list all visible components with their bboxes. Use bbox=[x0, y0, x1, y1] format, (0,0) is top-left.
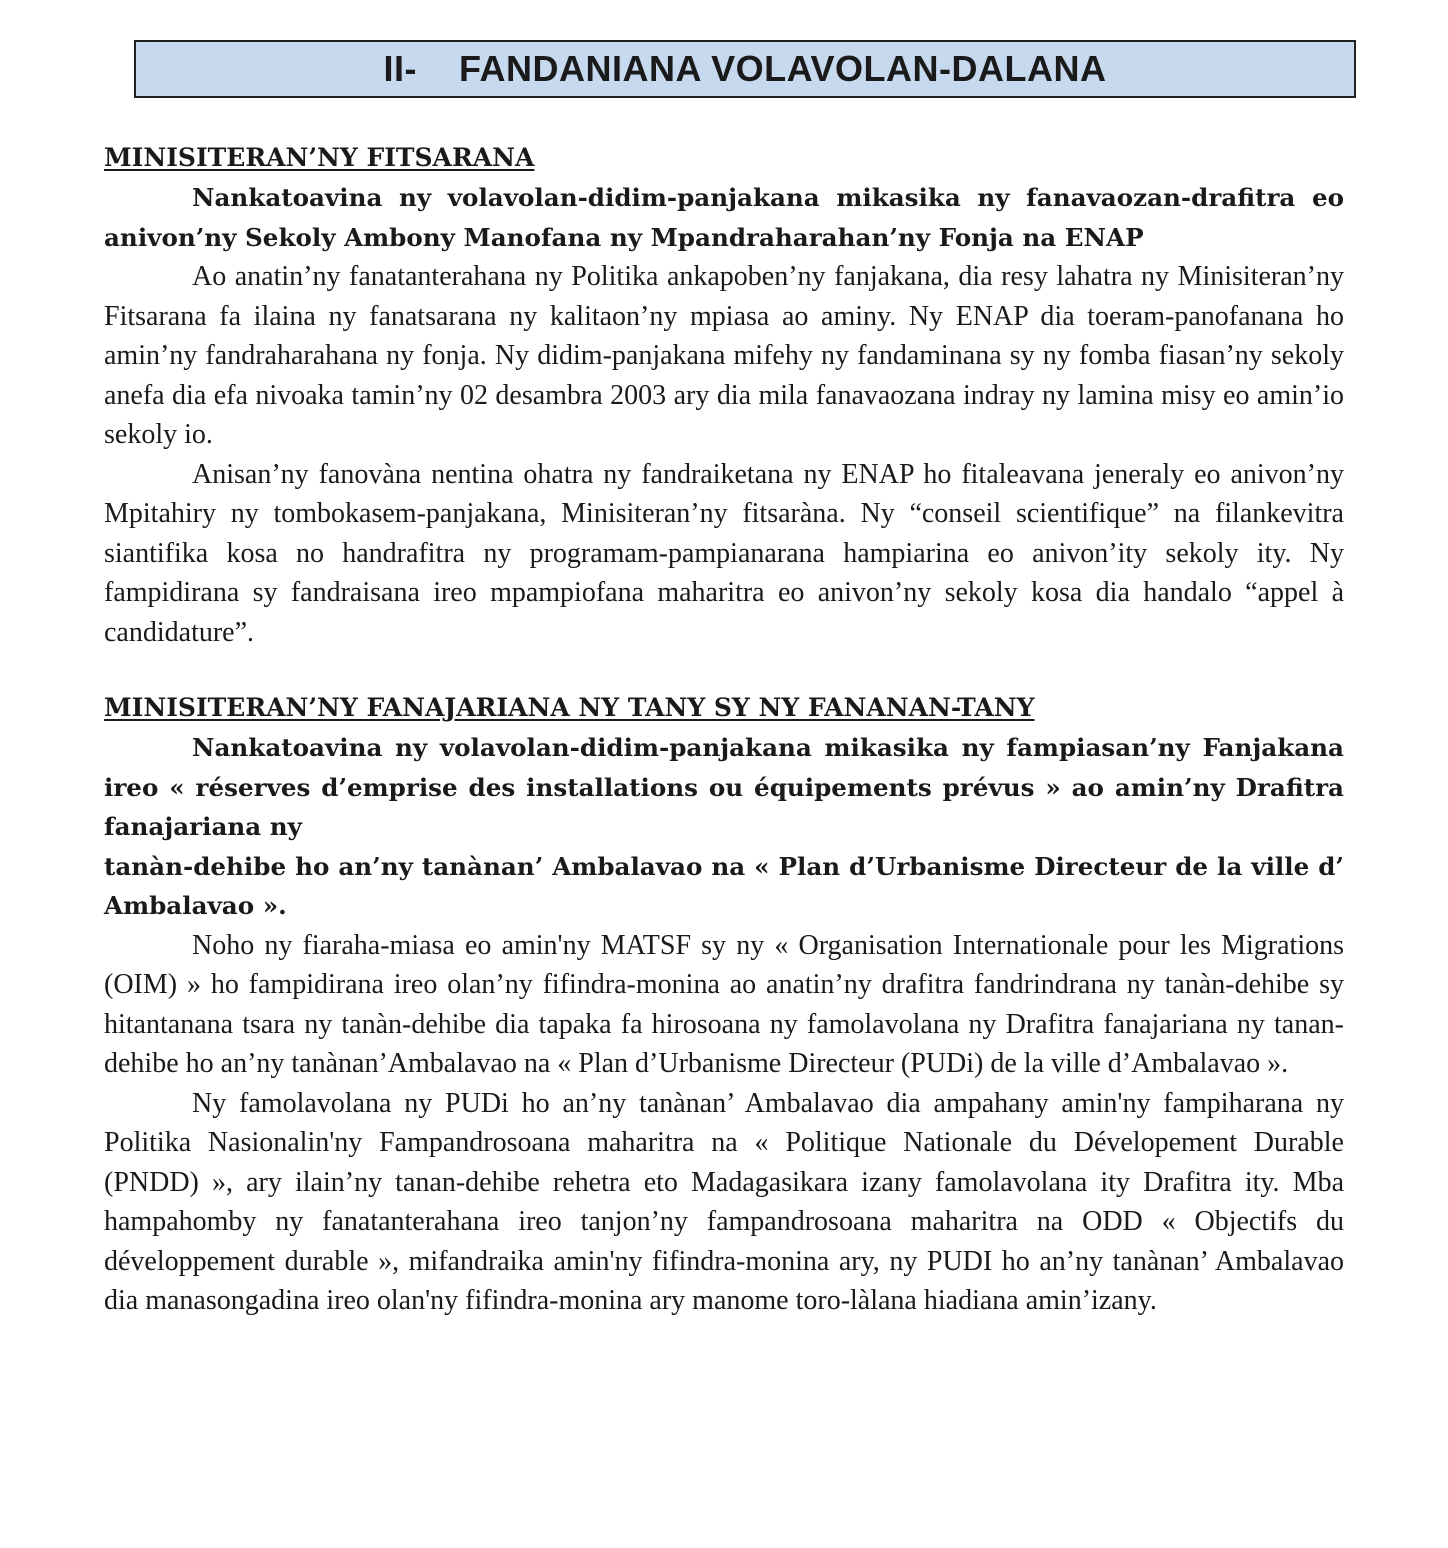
ministry-section-justice bbox=[104, 138, 1344, 652]
decree-summary: Nankatoavina ny volavolan-didim-panjakana mikasika ny fampiasan’ny Fanjakana ireo « réserves d’emprise des installations ou équipements prévus » ao amin’ny Drafitra fanajariana ny bbox=[104, 733, 1344, 841]
section-number: II- bbox=[383, 48, 418, 89]
ministry-heading: MINISITERAN’NY FITSARANA bbox=[104, 143, 535, 172]
section-spacer bbox=[104, 652, 1344, 688]
section-title: FANDANIANA VOLAVOLAN-DALANA bbox=[459, 48, 1107, 89]
body-paragraph: Anisan’ny fanovàna nentina ohatra ny fandraiketana ny ENAP ho fitaleavana jeneraly eo anivon’ny Mpitahiry ny tombokasem-panjakana, Minisiteran’ny fitsaràna. Ny “conseil scientifique” na filankevitra siantifika kosa no handrafitra ny programam-pampianarana hampiarina eo anivon’ity sekoly ity. Ny fampidirana sy fandraisana ireo mpampiofana maharitra eo anivon’ny sekoly kosa dia handalo “appel à candidature”. bbox=[104, 458, 1344, 648]
body-paragraph: Ao anatin’ny fanatanterahana ny Politika ankapoben’ny fanjakana, dia resy lahatra ny Minisiteran’ny Fitsarana fa ilaina ny fanatsarana ny kalitaon’ny mpiasa ao aminy. Ny ENAP dia toeram-panofanana ho amin’ny fandraharahana ny fonja. Ny didim-panjakana mifehy ny fandaminana sy ny fomba fiasan’ny sekoly anefa dia efa nivoaka tamin’ny 02 desambra 2003 ary dia mila fanavaozana indray ny lamina misy eo amin’io sekoly io. bbox=[104, 261, 1344, 450]
decree-summary-continued: tanàn-dehibe ho an’ny tanànan’ Ambalavao na « Plan d’Urbanisme Directeur de la ville d’ Ambalavao ». bbox=[104, 851, 1344, 920]
body-paragraph: Ny famolavolana ny PUDi ho an’ny tanànan’ Ambalavao dia ampahany amin'ny fampiharana ny Politika Nasionalin'ny Fampandrosoana maharitra na « Politique Nationale du Dévelopement Durable (PNDD) », ary ilain’ny tanan-dehibe rehetra eto Madagasikara izany famolavolana ity Drafitra ity. Mba hampahomby ny fanatanterahana ireo tanjon’ny fampandrosoana maharitra na ODD « Objectifs du développement durable », mifandraika amin'ny fifindra-monina ary, ny PUDI ho an’ny tanànan’ Ambalavao dia manasongadina ireo olan'ny fifindra-monina ary manome toro-làlana hiadiana amin’izany. bbox=[104, 1087, 1344, 1316]
decree-summary: Nankatoavina ny volavolan-didim-panjakana mikasika ny fanavaozan-drafitra eo anivon’ny Sekoly Ambony Manofana ny Mpandraharahan’ny Fonja na ENAP bbox=[104, 183, 1344, 252]
document-body bbox=[104, 138, 1344, 1321]
section-title-banner bbox=[134, 40, 1356, 98]
ministry-heading: MINISITERAN’NY FANAJARIANA NY TANY SY NY FANANAN-TANY bbox=[104, 693, 1035, 722]
body-paragraph: Noho ny fiaraha-miasa eo amin'ny MATSF sy ny « Organisation Internationale pour les Migrations (OIM) » ho fampidirana ireo olan’ny fifindra-monina ao anatin’ny drafitra fandrindrana ny tanàn-dehibe sy hitantanana tsara ny tanàn-dehibe dia tapaka fa hirosoana ny famolavolana ny Drafitra fanajariana ny tanan-dehibe ho an’ny tanànan’Ambalavao na « Plan d’Urbanisme Directeur (PUDi) de la ville d’Ambalavao ». bbox=[104, 929, 1344, 1079]
ministry-section-land bbox=[104, 688, 1344, 1321]
